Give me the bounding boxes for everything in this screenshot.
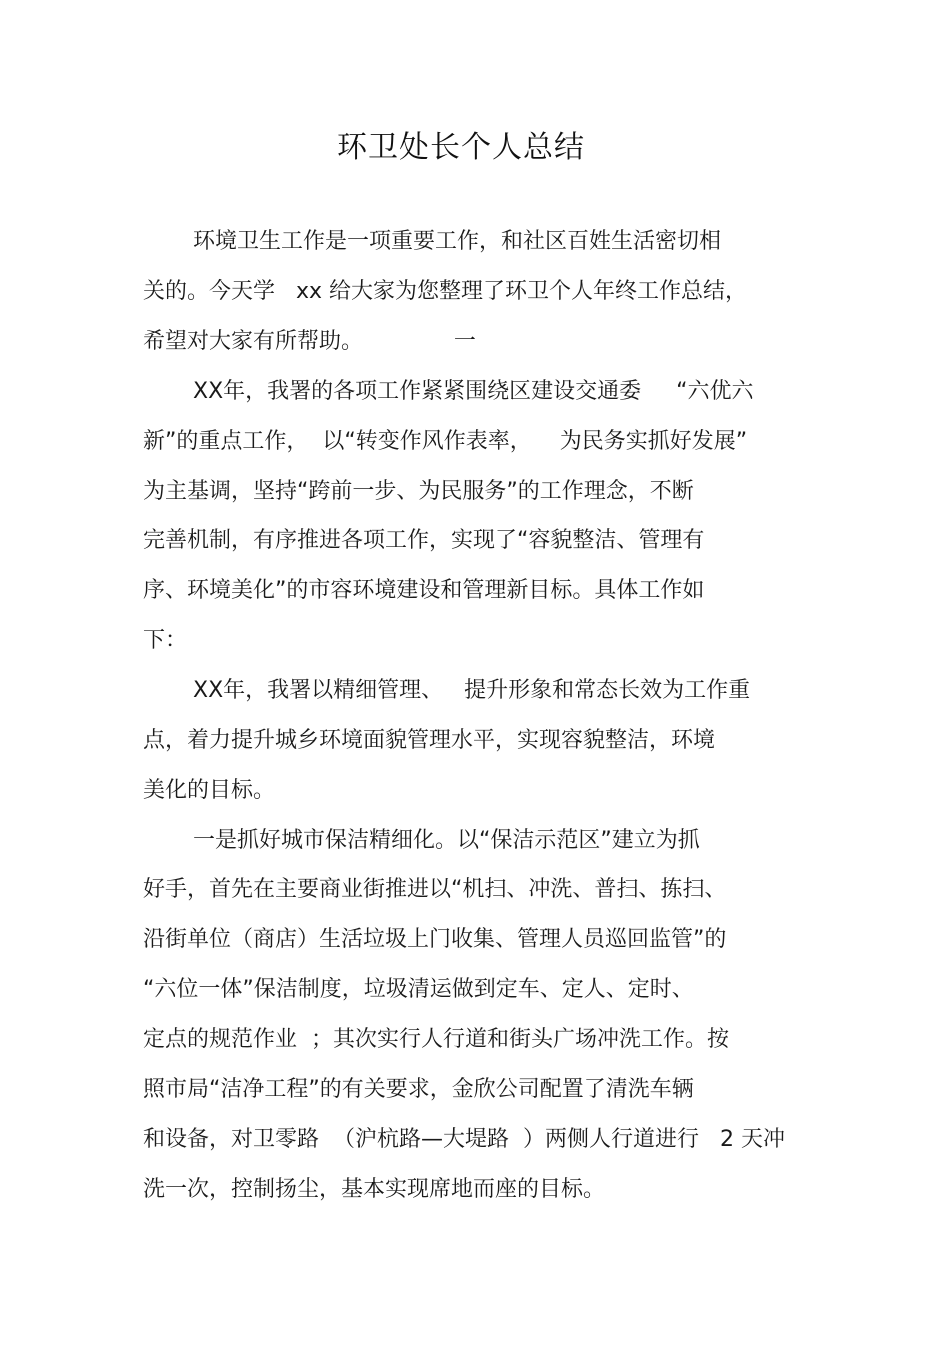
paragraph-line: 点，着力提升城乡环境面貌管理水平，实现容貌整洁，环境 [143,728,716,753]
paragraph-line: 完善机制，有序推进各项工作，实现了“容貌整洁、管理有 [143,528,705,553]
paragraph-line: 下： [143,628,188,653]
paragraph-line: 定点的规范作业 ；其次实行人行道和街头广场冲洗工作。按 [143,1027,729,1052]
paragraph-line: XX年，我署的各项工作紧紧围绕区建设交通委 “六优六 [193,379,754,404]
paragraph-line: 照市局“洁净工程”的有关要求，金欣公司配置了清洗车辆 [143,1077,694,1102]
paragraph-line: 序、环境美化”的市容环境建设和管理新目标。具体工作如 [143,578,705,603]
paragraph-line: “六位一体”保洁制度，垃圾清运做到定车、定人、定时、 [143,977,694,1002]
paragraph-line: 新”的重点工作， 以“转变作风作表率， 为民务实抓好发展” [143,429,748,454]
paragraph-line: 和设备，对卫零路 （沪杭路—大堤路 ）两侧人行道进行 2 天冲 [143,1127,785,1152]
paragraph-line: XX年，我署以精细管理、 提升形象和常态长效为工作重 [193,678,751,703]
paragraph-line: 美化的目标。 [143,778,276,803]
paragraph-line: 希望对大家有所帮助。 一 [143,329,476,354]
paragraph-line: 环境卫生工作是一项重要工作，和社区百姓生活密切相 [193,229,722,254]
paragraph-line: 沿街单位（商店）生活垃圾上门收集、管理人员巡回监管”的 [143,927,727,952]
document-title: 环卫处长个人总结 [337,130,585,165]
paragraph-line: 洗一次，控制扬尘，基本实现席地而座的目标。 [143,1177,606,1202]
paragraph-line: 好手，首先在主要商业街推进以“机扫、冲洗、普扫、拣扫、 [143,877,727,902]
paragraph-line: 为主基调，坚持“跨前一步、为民服务”的工作理念，不断 [143,479,694,504]
paragraph-line: 关的。今天学 xx 给大家为您整理了环卫个人年终工作总结， [143,279,748,304]
paragraph-line: 一是抓好城市保洁精细化。以“保洁示范区”建立为抓 [193,828,700,853]
